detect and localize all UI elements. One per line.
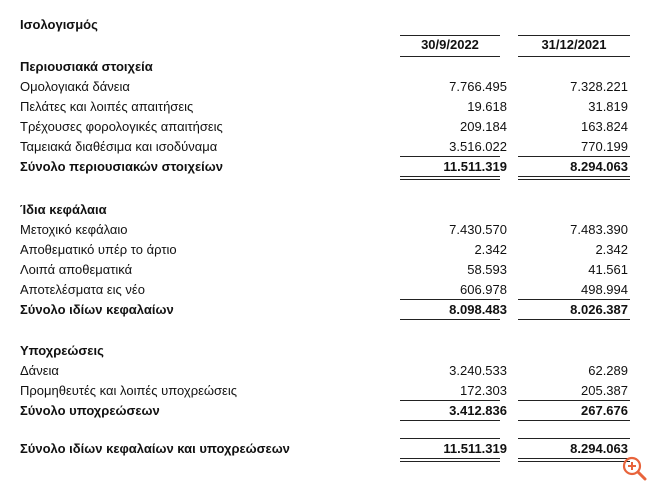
row-label: Πελάτες και λοιπές απαιτήσεις bbox=[20, 99, 194, 114]
row-value-2021: 7.483.390 bbox=[570, 222, 628, 237]
total-rule bbox=[400, 420, 500, 421]
section-heading-assets bbox=[20, 59, 632, 79]
row-label: Τρέχουσες φορολογικές απαιτήσεις bbox=[20, 119, 223, 134]
row-label: Αποτελέσματα εις νέο bbox=[20, 282, 145, 297]
row-value-2022: 172.303 bbox=[460, 383, 507, 398]
total-label: Σύνολο περιουσιακών στοιχείων bbox=[20, 159, 223, 174]
row-value-2022: 58.593 bbox=[467, 262, 507, 277]
double-rule bbox=[518, 176, 630, 180]
row-value-2022: 7.766.495 bbox=[449, 79, 507, 94]
row-value-2022: 19.618 bbox=[467, 99, 507, 114]
total-value-2022: 8.098.483 bbox=[449, 302, 507, 317]
grand-total-value-2021: 8.294.063 bbox=[570, 441, 628, 456]
row-label: Δάνεια bbox=[20, 363, 59, 378]
total-value-2021: 267.676 bbox=[581, 403, 628, 418]
table-row bbox=[20, 262, 632, 282]
row-label: Μετοχικό κεφάλαιο bbox=[20, 222, 128, 237]
table-row bbox=[20, 222, 632, 242]
subtotal-rule bbox=[400, 156, 500, 157]
subtotal-rule bbox=[518, 299, 630, 300]
section-heading-equity bbox=[20, 202, 632, 222]
total-rule bbox=[518, 319, 630, 320]
row-value-2021: 770.199 bbox=[581, 139, 628, 154]
row-value-2021: 163.824 bbox=[581, 119, 628, 134]
table-row bbox=[20, 363, 632, 383]
double-rule bbox=[400, 458, 500, 462]
row-value-2021: 7.328.221 bbox=[570, 79, 628, 94]
double-rule bbox=[400, 176, 500, 180]
total-value-2022: 3.412.836 bbox=[449, 403, 507, 418]
row-value-2022: 209.184 bbox=[460, 119, 507, 134]
row-label: Προμηθευτές και λοιπές υποχρεώσεις bbox=[20, 383, 238, 398]
table-row bbox=[20, 119, 632, 139]
header-rule-1 bbox=[400, 35, 500, 36]
grand-total-rule bbox=[518, 438, 630, 439]
zoom-in-icon[interactable] bbox=[621, 455, 647, 481]
row-value-2022: 3.516.022 bbox=[449, 139, 507, 154]
header-rule-2 bbox=[518, 35, 630, 36]
row-value-2021: 62.289 bbox=[588, 363, 628, 378]
table-row bbox=[20, 242, 632, 262]
row-label: Αποθεματικό υπέρ το άρτιο bbox=[20, 242, 177, 257]
section-heading-liabilities bbox=[20, 343, 632, 363]
row-value-2022: 606.978 bbox=[460, 282, 507, 297]
total-value-2021: 8.294.063 bbox=[570, 159, 628, 174]
row-label: Ταμειακά διαθέσιμα και ισοδύναμα bbox=[20, 139, 218, 154]
header-underline-2 bbox=[518, 56, 630, 57]
row-label: Ομολογιακά δάνεια bbox=[20, 79, 130, 94]
grand-total-label: Σύνολο ιδίων κεφαλαίων και υποχρεώσεων bbox=[20, 441, 290, 456]
header-underline-1 bbox=[400, 56, 500, 57]
subtotal-rule bbox=[400, 299, 500, 300]
row-value-2021: 498.994 bbox=[581, 282, 628, 297]
section-heading: Περιουσιακά στοιχεία bbox=[20, 59, 153, 74]
row-value-2022: 7.430.570 bbox=[449, 222, 507, 237]
grand-total-value-2022: 11.511.319 bbox=[443, 441, 507, 456]
row-value-2021: 2.342 bbox=[595, 242, 628, 257]
row-value-2022: 2.342 bbox=[474, 242, 507, 257]
total-value-2021: 8.026.387 bbox=[570, 302, 628, 317]
column-header-2022: 30/9/2022 bbox=[421, 37, 479, 52]
column-header-2021: 31/12/2021 bbox=[541, 37, 607, 52]
double-rule bbox=[518, 458, 630, 462]
row-value-2021: 31.819 bbox=[588, 99, 628, 114]
row-value-2022: 3.240.533 bbox=[449, 363, 507, 378]
total-rule bbox=[518, 420, 630, 421]
table-row bbox=[20, 99, 632, 119]
subtotal-rule bbox=[518, 156, 630, 157]
grand-total-rule bbox=[400, 438, 500, 439]
table-row bbox=[20, 79, 632, 99]
row-value-2021: 41.561 bbox=[588, 262, 628, 277]
total-label: Σύνολο υποχρεώσεων bbox=[20, 403, 160, 418]
page-title: Ισολογισμός bbox=[20, 17, 98, 32]
row-label: Λοιπά αποθεματικά bbox=[20, 262, 133, 277]
row-value-2021: 205.387 bbox=[581, 383, 628, 398]
subtotal-rule bbox=[518, 400, 630, 401]
section-heading: Ίδια κεφάλαια bbox=[20, 202, 107, 217]
section-heading: Υποχρεώσεις bbox=[20, 343, 104, 358]
total-rule bbox=[400, 319, 500, 320]
total-value-2022: 11.511.319 bbox=[443, 159, 507, 174]
subtotal-rule bbox=[400, 400, 500, 401]
total-label: Σύνολο ιδίων κεφαλαίων bbox=[20, 302, 174, 317]
